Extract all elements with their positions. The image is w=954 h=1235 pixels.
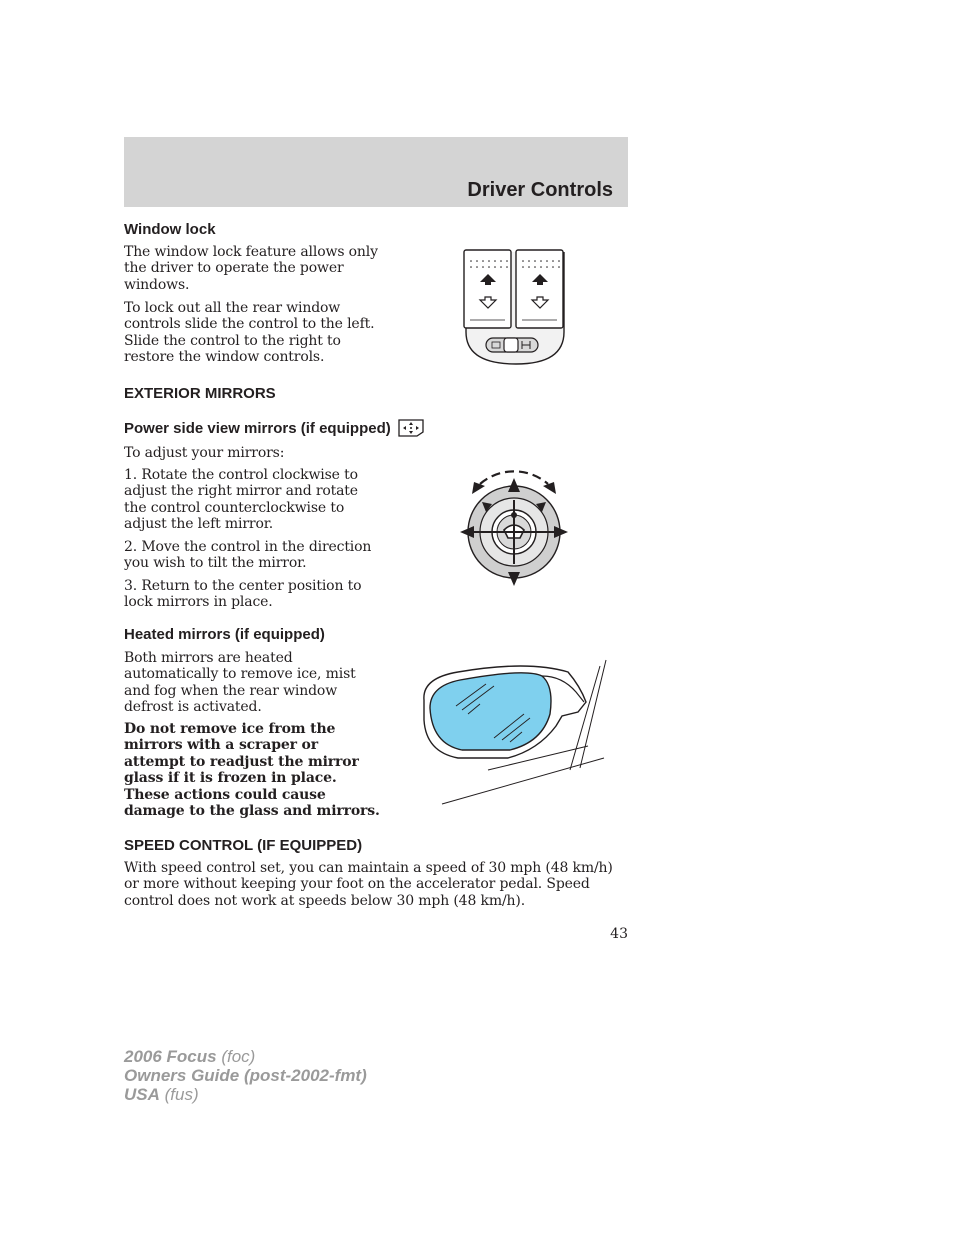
exterior-mirrors-heading: EXTERIOR MIRRORS — [124, 385, 276, 402]
power-mirrors-intro: To adjust your mirrors: — [124, 445, 285, 461]
heated-mirrors-para-1: Both mirrors are heated automatically to remove ice, mist and fog when the rear window defrost is activated. — [124, 650, 356, 716]
heated-mirrors-heading: Heated mirrors (if equipped) — [124, 626, 325, 643]
mirror-control-knob-icon — [458, 466, 570, 588]
heated-mirrors-warning: Do not remove ice from the mirrors with a scraper or attempt to readjust the mirror glass if it is frozen in place. These actions could cause damage to the glass and mirrors. — [124, 721, 380, 820]
window-lock-heading: Window lock — [124, 221, 216, 238]
footer-region-code: (fus) — [159, 1085, 199, 1104]
section-title: Driver Controls — [467, 179, 613, 201]
power-mirrors-step-1: 1. Rotate the control clockwise to adjust the right mirror and rotate the control counterclockwise to adjust the left mirror. — [124, 467, 358, 533]
page-number: 43 — [610, 926, 628, 942]
footer-region: USA — [124, 1085, 160, 1104]
mirror-adjust-icon — [397, 418, 425, 438]
power-mirrors-step-2: 2. Move the control in the direction you wish to tilt the mirror. — [124, 539, 372, 572]
power-mirrors-heading: Power side view mirrors (if equipped) — [124, 418, 425, 438]
window-switch-icon — [460, 244, 570, 368]
speed-control-para: With speed control set, you can maintain a speed of 30 mph (48 km/h) or more without keeping your foot on the accelerator pedal. Speed control does not work at speeds below 30 mph (48 km/h). — [124, 860, 613, 909]
footer-model-code: (foc) — [216, 1047, 256, 1066]
power-mirrors-step-3: 3. Return to the center position to lock mirrors in place. — [124, 578, 362, 611]
footer-model: 2006 Focus — [124, 1047, 217, 1066]
heated-mirror-icon — [418, 658, 610, 808]
speed-control-heading: SPEED CONTROL (IF EQUIPPED) — [124, 837, 363, 854]
footer-guide: Owners Guide (post-2002-fmt) — [124, 1066, 367, 1085]
window-lock-para-1: The window lock feature allows only the driver to operate the power windows. — [124, 244, 378, 293]
footer — [124, 1047, 367, 1104]
window-lock-para-2: To lock out all the rear window controls slide the control to the left. Slide the control to the right to restore the window controls. — [124, 300, 375, 366]
header-band — [124, 137, 628, 207]
